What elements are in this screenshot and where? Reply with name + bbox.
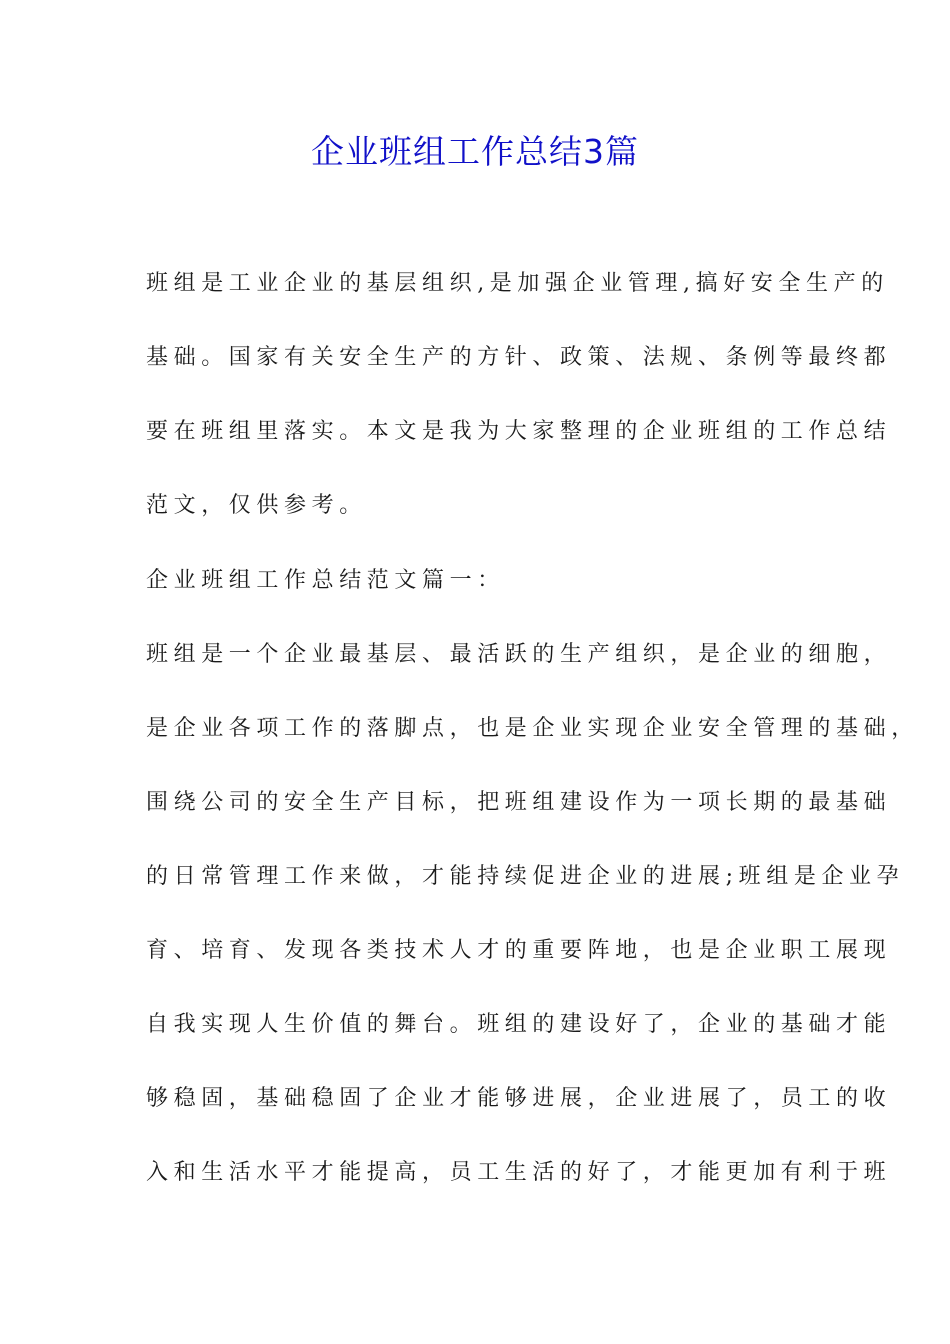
paragraph-line: 够稳固，基础稳固了企业才能够进展，企业进展了，员工的收 [146,1086,892,1111]
paragraph-line: 班组是一个企业最基层、最活跃的生产组织，是企业的细胞， [146,642,892,667]
paragraph-line: 入和生活水平才能提高，员工生活的好了，才能更加有利于班 [146,1160,892,1185]
section-heading: 企业班组工作总结范文篇一： [146,568,505,593]
paragraph-line: 范文，仅供参考。 [146,493,367,518]
document-title: 企业班组工作总结3篇 [311,132,639,171]
paragraph-line: 班组是工业企业的基层组织,是加强企业管理,搞好安全生产的 [146,271,889,296]
paragraph-line: 育、培育、发现各类技术人才的重要阵地，也是企业职工展现 [146,938,892,963]
paragraph-line: 的日常管理工作来做，才能持续促进企业的进展;班组是企业孕 [146,864,905,889]
paragraph-line: 是企业各项工作的落脚点，也是企业实现企业安全管理的基础， [146,716,919,741]
paragraph-line: 要在班组里落实。本文是我为大家整理的企业班组的工作总结 [146,419,892,444]
paragraph-line: 基础。国家有关安全生产的方针、政策、法规、条例等最终都 [146,345,892,370]
paragraph-line: 围绕公司的安全生产目标，把班组建设作为一项长期的最基础 [146,790,892,815]
paragraph-line: 自我实现人生价值的舞台。班组的建设好了，企业的基础才能 [146,1012,892,1037]
